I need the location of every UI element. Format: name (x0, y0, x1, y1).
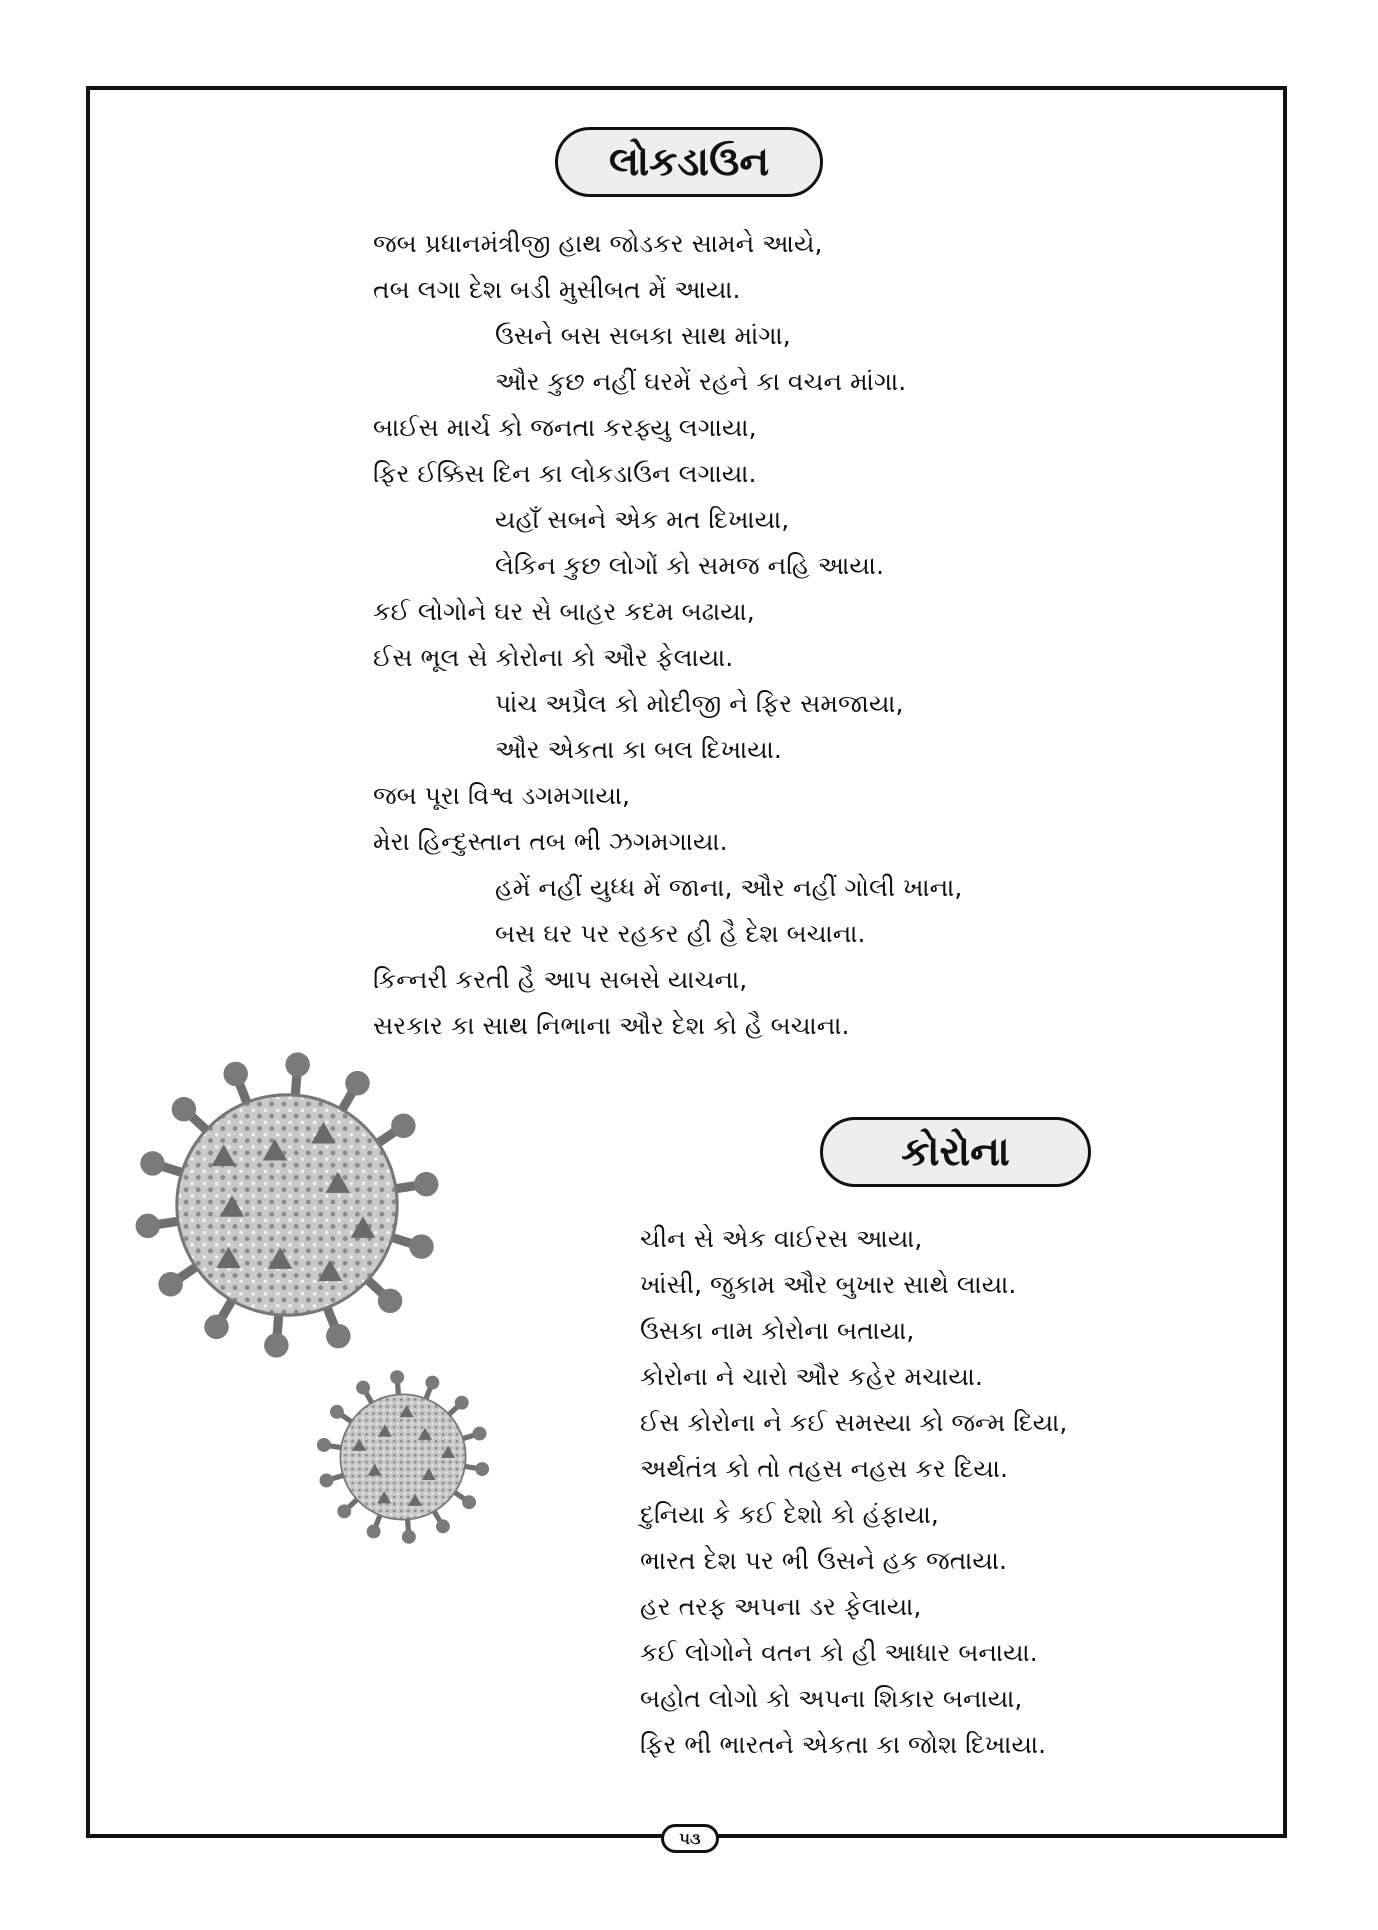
poem-line: ઔર કુછ નહીં ઘરમેં રહને કા વચન માંગા. (495, 367, 907, 396)
spike-cap (172, 1097, 196, 1121)
spike-cap (409, 1234, 433, 1258)
spike-cap (320, 1474, 334, 1488)
spike-cap (455, 1396, 469, 1410)
poem-line: જબ પૂરા વિશ્વ ડગમગાયા, (373, 781, 630, 810)
poem-line: બહોત લોગો કો અપના શિકાર બનાયા, (640, 1684, 1023, 1713)
poem-line: ફિર ઈક્કિસ દિન કા લોકડાઉન લગાયા. (373, 459, 757, 488)
poem-line: લેકિન કુછ લોગોં કો સમજ નહિ આયા. (495, 551, 884, 580)
spike-cap (414, 1172, 438, 1196)
spike-cap (337, 1504, 351, 1518)
poem-line: ચીન સે એક વાઈરસ આયા, (640, 1224, 923, 1253)
spike-cap (140, 1151, 164, 1175)
spike-cap (330, 1405, 344, 1419)
poem-title-lockdown: લોકડાઉન (555, 127, 823, 197)
spike-cap (317, 1438, 331, 1452)
spike-cap (390, 1370, 404, 1384)
spike-cap (264, 1333, 288, 1357)
poem-line: ખાંસી, જુકામ ઔર બુખાર સાથે લાયા. (640, 1270, 1017, 1299)
poem-line: ફિર ભી ભારતને એકતા કા જોશ દિખાયા. (640, 1730, 1047, 1759)
poem-line: તબ લગા દેશ બડી મુસીબત મેં આયા. (373, 275, 741, 304)
spike-cap (378, 1289, 402, 1313)
spike-cap (367, 1525, 381, 1539)
poem-line: અર્થતંત્ર કો તો તહસ નહસ કર દિયા. (640, 1454, 1008, 1483)
poem-line: ઈસ ભૂલ સે કોરોના કો ઔર ફેલાયા. (373, 643, 734, 672)
poem-line: ઔર એકતા કા બલ દિખાયા. (495, 735, 782, 764)
poem-line: જબ પ્રધાનમંત્રીજી હાથ જોડકર સામને આયે, (373, 229, 823, 258)
poem-line: ઈસ કોરોના ને કઈ સમસ્યા કો જન્મ દિયા, (640, 1408, 1068, 1437)
poem-lockdown (373, 221, 962, 1049)
coronavirus-icon (316, 1370, 490, 1544)
spike-cap (475, 1462, 489, 1476)
spike-cap (425, 1376, 439, 1390)
poem-line: કોરોના ને ચારો ઔર કહેર મચાયા. (640, 1362, 983, 1391)
poem-line: યહાઁ સબને એક મત દિખાયા, (495, 505, 790, 534)
poem-line: દુનિયા કે કઈ દેશો કો હંફાયા, (640, 1500, 939, 1529)
spike-cap (402, 1530, 416, 1544)
spike-cap (436, 1519, 450, 1533)
spike-cap (285, 1052, 309, 1076)
poem-line: કઈ લોગોને વતન કો હી આધાર બનાયા. (640, 1638, 1038, 1667)
poem-line: બસ ઘર પર રહકર હી હૈ દેશ બચાના. (495, 919, 866, 948)
poem-line: ભારત દેશ પર ભી ઉસને હક જતાયા. (640, 1546, 1007, 1575)
poem-line: પાંચ અપ્રૈલ કો મોદીજી ને ફિર સમજાયા, (495, 689, 904, 718)
spike-cap (158, 1272, 182, 1296)
poem-line: બાઈસ માર્ચ કો જનતા કરફ્યુ લગાયા, (373, 413, 757, 442)
poem-line: સરકાર કા સાથ નિભાના ઔર દેશ કો હૈ બચાના. (373, 1011, 850, 1040)
spike-cap (462, 1495, 476, 1509)
spike-cap (326, 1324, 350, 1348)
poem-line: ઉસને બસ સબકા સાથ માંગા, (495, 321, 791, 350)
spike-cap (345, 1071, 369, 1095)
virus-body (177, 1095, 397, 1315)
poem-line: હર તરફ અપના ડર ફેલાયા, (640, 1592, 922, 1621)
poem-line: મેરા હિન્દુસ્તાન તબ ભી ઝગમગાયા. (373, 827, 728, 856)
poem-line: કિન્નરી કરતી હૈ આપ સબસે યાચના, (373, 965, 748, 994)
spike-cap (391, 1114, 415, 1138)
spike-cap (204, 1315, 228, 1339)
page-number: ૫૩ (661, 1824, 719, 1853)
spike-cap (136, 1214, 160, 1238)
spike-cap (356, 1381, 370, 1395)
poem-line: ઉસકા નામ કોરોના બતાયા, (640, 1316, 915, 1345)
poem-line: કઈ લોગોને ઘર સે બાહર કદમ બઢાયા, (373, 597, 755, 626)
poem-line: હમેં નહીં યુધ્ધ મેં જાના, ઔર નહીં ગોલી ખાના, (495, 873, 963, 902)
poem-corona (640, 1216, 1067, 1768)
spike-cap (473, 1427, 487, 1441)
poem-title-corona: કોરોના (820, 1117, 1091, 1187)
coronavirus-icon (134, 1052, 440, 1358)
spike-cap (223, 1062, 247, 1086)
